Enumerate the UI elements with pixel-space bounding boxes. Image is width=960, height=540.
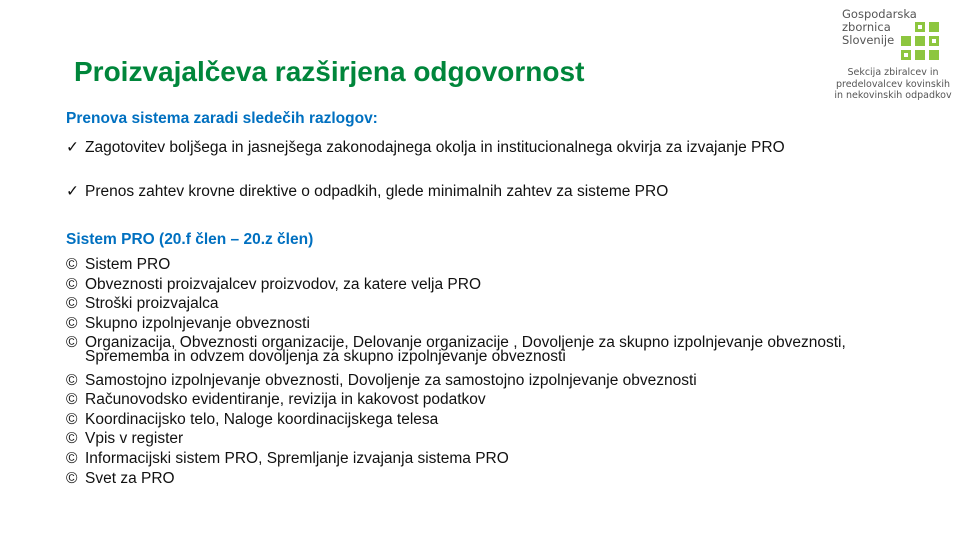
circle-c-icon: ©: [66, 391, 78, 408]
checkmark-icon: ✓: [66, 183, 79, 200]
section2-item-text: Informacijski sistem PRO, Spremljanje izvajanja sistema PRO: [85, 450, 509, 467]
logo-section-name: [832, 67, 954, 102]
slide-title: Proizvajalčeva razširjena odgovornost: [74, 56, 585, 87]
circle-c-icon: ©: [66, 470, 78, 487]
logo-section-line-3: in nekovinskih odpadkov: [834, 90, 952, 101]
circle-c-icon: ©: [66, 450, 78, 467]
section2-item-text: Samostojno izpolnjevanje obveznosti, Dovoljenje za samostojno izpolnjevanje obveznosti: [85, 372, 697, 389]
gzs-logo: [832, 8, 954, 104]
checkmark-icon: ✓: [66, 139, 79, 156]
circle-c-icon: ©: [66, 430, 78, 447]
circle-c-icon: ©: [66, 315, 78, 332]
section1-item-text: Prenos zahtev krovne direktive o odpadkih, glede minimalnih zahtev za sisteme PRO: [85, 183, 669, 200]
circle-c-icon: ©: [66, 334, 78, 351]
section2-item-text: Skupno izpolnjevanje obveznosti: [85, 315, 310, 332]
section1-item-text: Zagotovitev boljšega in jasnejšega zakonodajnega okolja in institucionalnega okvirja za izvajanje PRO: [85, 139, 785, 156]
circle-c-icon: ©: [66, 256, 78, 273]
logo-org-line-2: zbornica: [842, 20, 891, 34]
logo-org-line-1: Gospodarska: [842, 7, 917, 21]
logo-section-line-2: predelovalcev kovinskih: [835, 78, 951, 90]
section2-item-text: Sistem PRO: [85, 256, 171, 273]
section2-item-text: Stroški proizvajalca: [85, 295, 219, 312]
logo-org-line-3: Slovenije: [842, 33, 895, 47]
section2-item-text: Organizacija, Obveznosti organizacije, Delovanje organizacije , Dovoljenje za skupno izpolnjevanje obveznosti, Sprememba in odvzem dovoljenja za skupno izpolnjevanje obveznosti: [85, 334, 846, 365]
section2-item-text: Obveznosti proizvajalcev proizvodov, za katere velja PRO: [85, 276, 481, 293]
circle-c-icon: ©: [66, 295, 78, 312]
section2-item-text: Računovodsko evidentiranje, revizija in kakovost podatkov: [85, 391, 486, 408]
circle-c-icon: ©: [66, 372, 78, 389]
section2-item-text: Svet za PRO: [85, 470, 175, 487]
logo-grid-icon: [899, 22, 941, 64]
circle-c-icon: ©: [66, 276, 78, 293]
logo-section-line-1: Sekcija zbiralcev in: [847, 67, 939, 78]
section2-item-text: Koordinacijsko telo, Naloge koordinacijskega telesa: [85, 411, 439, 428]
section2-item-text: Vpis v register: [85, 430, 184, 447]
circle-c-icon: ©: [66, 411, 78, 428]
section2-heading: Sistem PRO (20.f člen – 20.z člen): [66, 231, 314, 248]
section1-heading: Prenova sistema zaradi sledečih razlogov:: [66, 110, 378, 127]
